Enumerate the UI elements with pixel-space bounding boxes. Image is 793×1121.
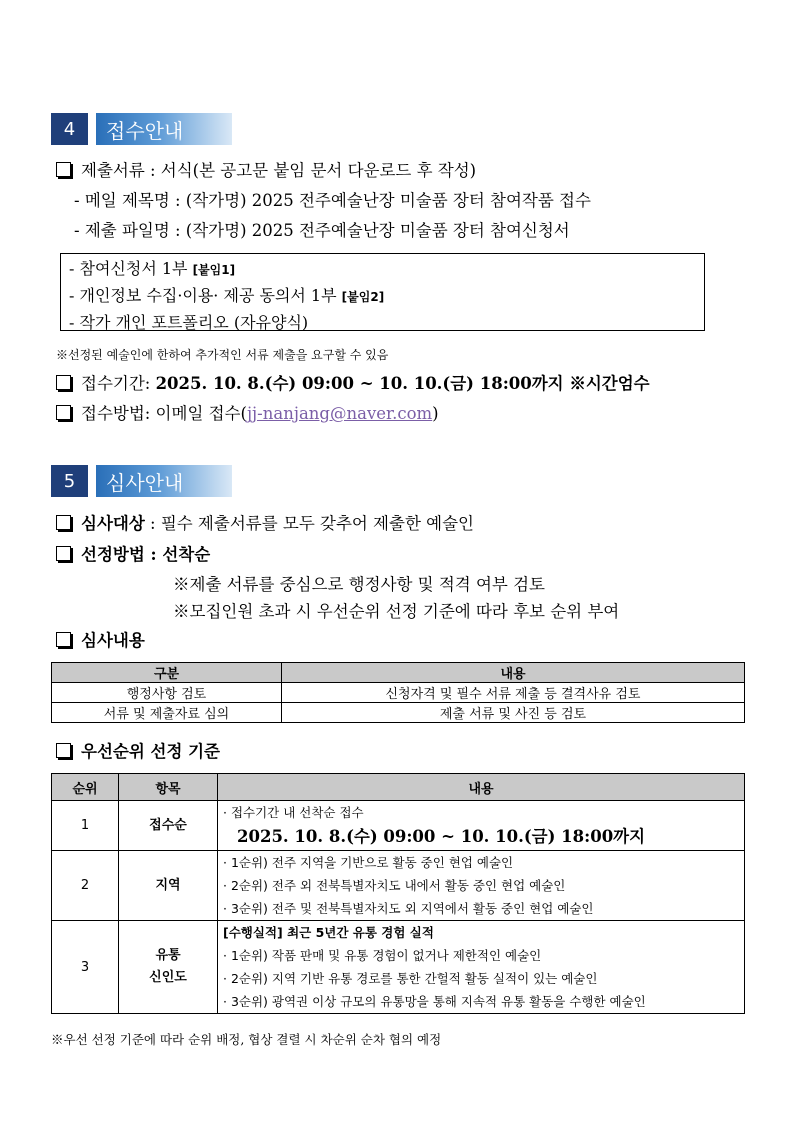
document-list-box [60, 253, 705, 331]
table-row [52, 851, 745, 921]
column-header: 항목 [119, 774, 218, 801]
review-content-label: 심사내용 [56, 627, 145, 651]
section-number: 4 [51, 113, 88, 145]
table-row [52, 703, 745, 723]
column-header: 내용 [282, 663, 745, 683]
additional-docs-note: ※선정된 예술인에 한하여 추가적인 서류 제출을 요구할 수 있음 [56, 348, 389, 362]
table-row [52, 683, 745, 703]
section-number: 5 [51, 465, 88, 497]
table-cell: 신청자격 및 필수 서류 제출 등 결격사유 검토 [282, 683, 745, 703]
item-cell: 유통 신인도 [119, 921, 218, 1014]
column-header: 순위 [52, 774, 119, 801]
content-line: · 1순위) 작품 판매 및 유통 경험이 없거나 제한적인 예술인 [223, 948, 542, 963]
content-line: · 2순위) 지역 기반 유통 경로를 통한 간헐적 활동 실적이 있는 예술인 [223, 971, 598, 986]
content-line: · 3순위) 전주 및 전북특별자치도 외 지역에서 활동 중인 현업 예술인 [223, 901, 594, 916]
content-cell [218, 801, 745, 851]
table-header-row [52, 774, 745, 801]
doc-item: - 참여신청서 1부 [붙임1] [69, 259, 236, 278]
selection-note: ※모집인원 초과 시 우선순위 선정 기준에 따라 후보 순위 부여 [173, 602, 620, 621]
rank-cell: 3 [52, 921, 119, 1014]
review-table [51, 662, 745, 723]
period-value: 2025. 10. 8.(수) 09:00 ~ 10. 10.(금) 18:00까지 [237, 827, 646, 846]
content-cell [218, 921, 745, 1014]
rank-cell: 2 [52, 851, 119, 921]
checkbox-bullet-icon [56, 546, 71, 561]
section-title: 심사안내 [96, 465, 232, 497]
checkbox-bullet-icon [56, 405, 71, 420]
checkbox-bullet-icon [56, 375, 71, 390]
footnote: ※우선 선정 기준에 따라 순위 배정, 협상 결렬 시 차순위 순차 협의 예정 [51, 1032, 442, 1047]
checkbox-bullet-icon [56, 515, 71, 530]
table-row [52, 801, 745, 851]
checkbox-bullet-icon [56, 162, 71, 177]
content-line: · 3순위) 광역권 이상 규모의 유통망을 통해 지속적 유통 활동을 수행한 예술인 [223, 994, 646, 1009]
table-cell: 제출 서류 및 사진 등 검토 [282, 703, 745, 723]
table-row [52, 921, 745, 1014]
item-cell: 접수순 [119, 801, 218, 851]
method-line: 접수방법: 이메일 접수(jj-nanjang@naver.com) [56, 400, 439, 424]
table-cell: 행정사항 검토 [52, 683, 282, 703]
submission-docs-line: 제출서류 : 서식(본 공고문 붙임 문서 다운로드 후 작성) [56, 157, 476, 181]
checkbox-bullet-icon [56, 743, 71, 758]
section-title: 접수안내 [96, 113, 232, 145]
content-heading: [수행실적] 최근 5년간 유통 경험 실적 [223, 925, 434, 940]
priority-table [51, 773, 745, 1014]
priority-criteria-label: 우선순위 선정 기준 [56, 738, 220, 762]
section-5-header [51, 465, 232, 497]
checkbox-bullet-icon [56, 632, 71, 647]
review-target-line: 심사대상 : 필수 제출서류를 모두 갖추어 제출한 예술인 [56, 510, 474, 534]
file-name-line: - 제출 파일명 : (작가명) 2025 전주예술난장 미술품 장터 참여신청서 [74, 221, 570, 240]
rank-cell: 1 [52, 801, 119, 851]
table-cell: 서류 및 제출자료 심의 [52, 703, 282, 723]
mail-subject-line: - 메일 제목명 : (작가명) 2025 전주예술난장 미술품 장터 참여작품 접수 [74, 191, 591, 210]
period-line: 접수기간: 2025. 10. 8.(수) 09:00 ~ 10. 10.(금) 18:00까지 ※시간엄수 [56, 370, 650, 394]
column-header: 구분 [52, 663, 282, 683]
table-header-row [52, 663, 745, 683]
content-line: · 접수기간 내 선착순 접수 [223, 805, 364, 820]
doc-item: - 작가 개인 포트폴리오 (자유양식) [69, 313, 309, 332]
section-4-header [51, 113, 232, 145]
item-cell: 지역 [119, 851, 218, 921]
selection-note: ※제출 서류를 중심으로 행정사항 및 적격 여부 검토 [173, 575, 545, 594]
email-link[interactable]: jj-nanjang@naver.com [246, 404, 433, 423]
column-header: 내용 [218, 774, 745, 801]
content-line: · 1순위) 전주 지역을 기반으로 활동 중인 현업 예술인 [223, 855, 514, 870]
content-cell [218, 851, 745, 921]
doc-item: - 개인정보 수집·이용· 제공 동의서 1부 [붙임2] [69, 286, 385, 305]
selection-method-line: 선정방법 : 선착순 [56, 541, 210, 565]
content-line: · 2순위) 전주 외 전북특별자치도 내에서 활동 중인 현업 예술인 [223, 878, 566, 893]
